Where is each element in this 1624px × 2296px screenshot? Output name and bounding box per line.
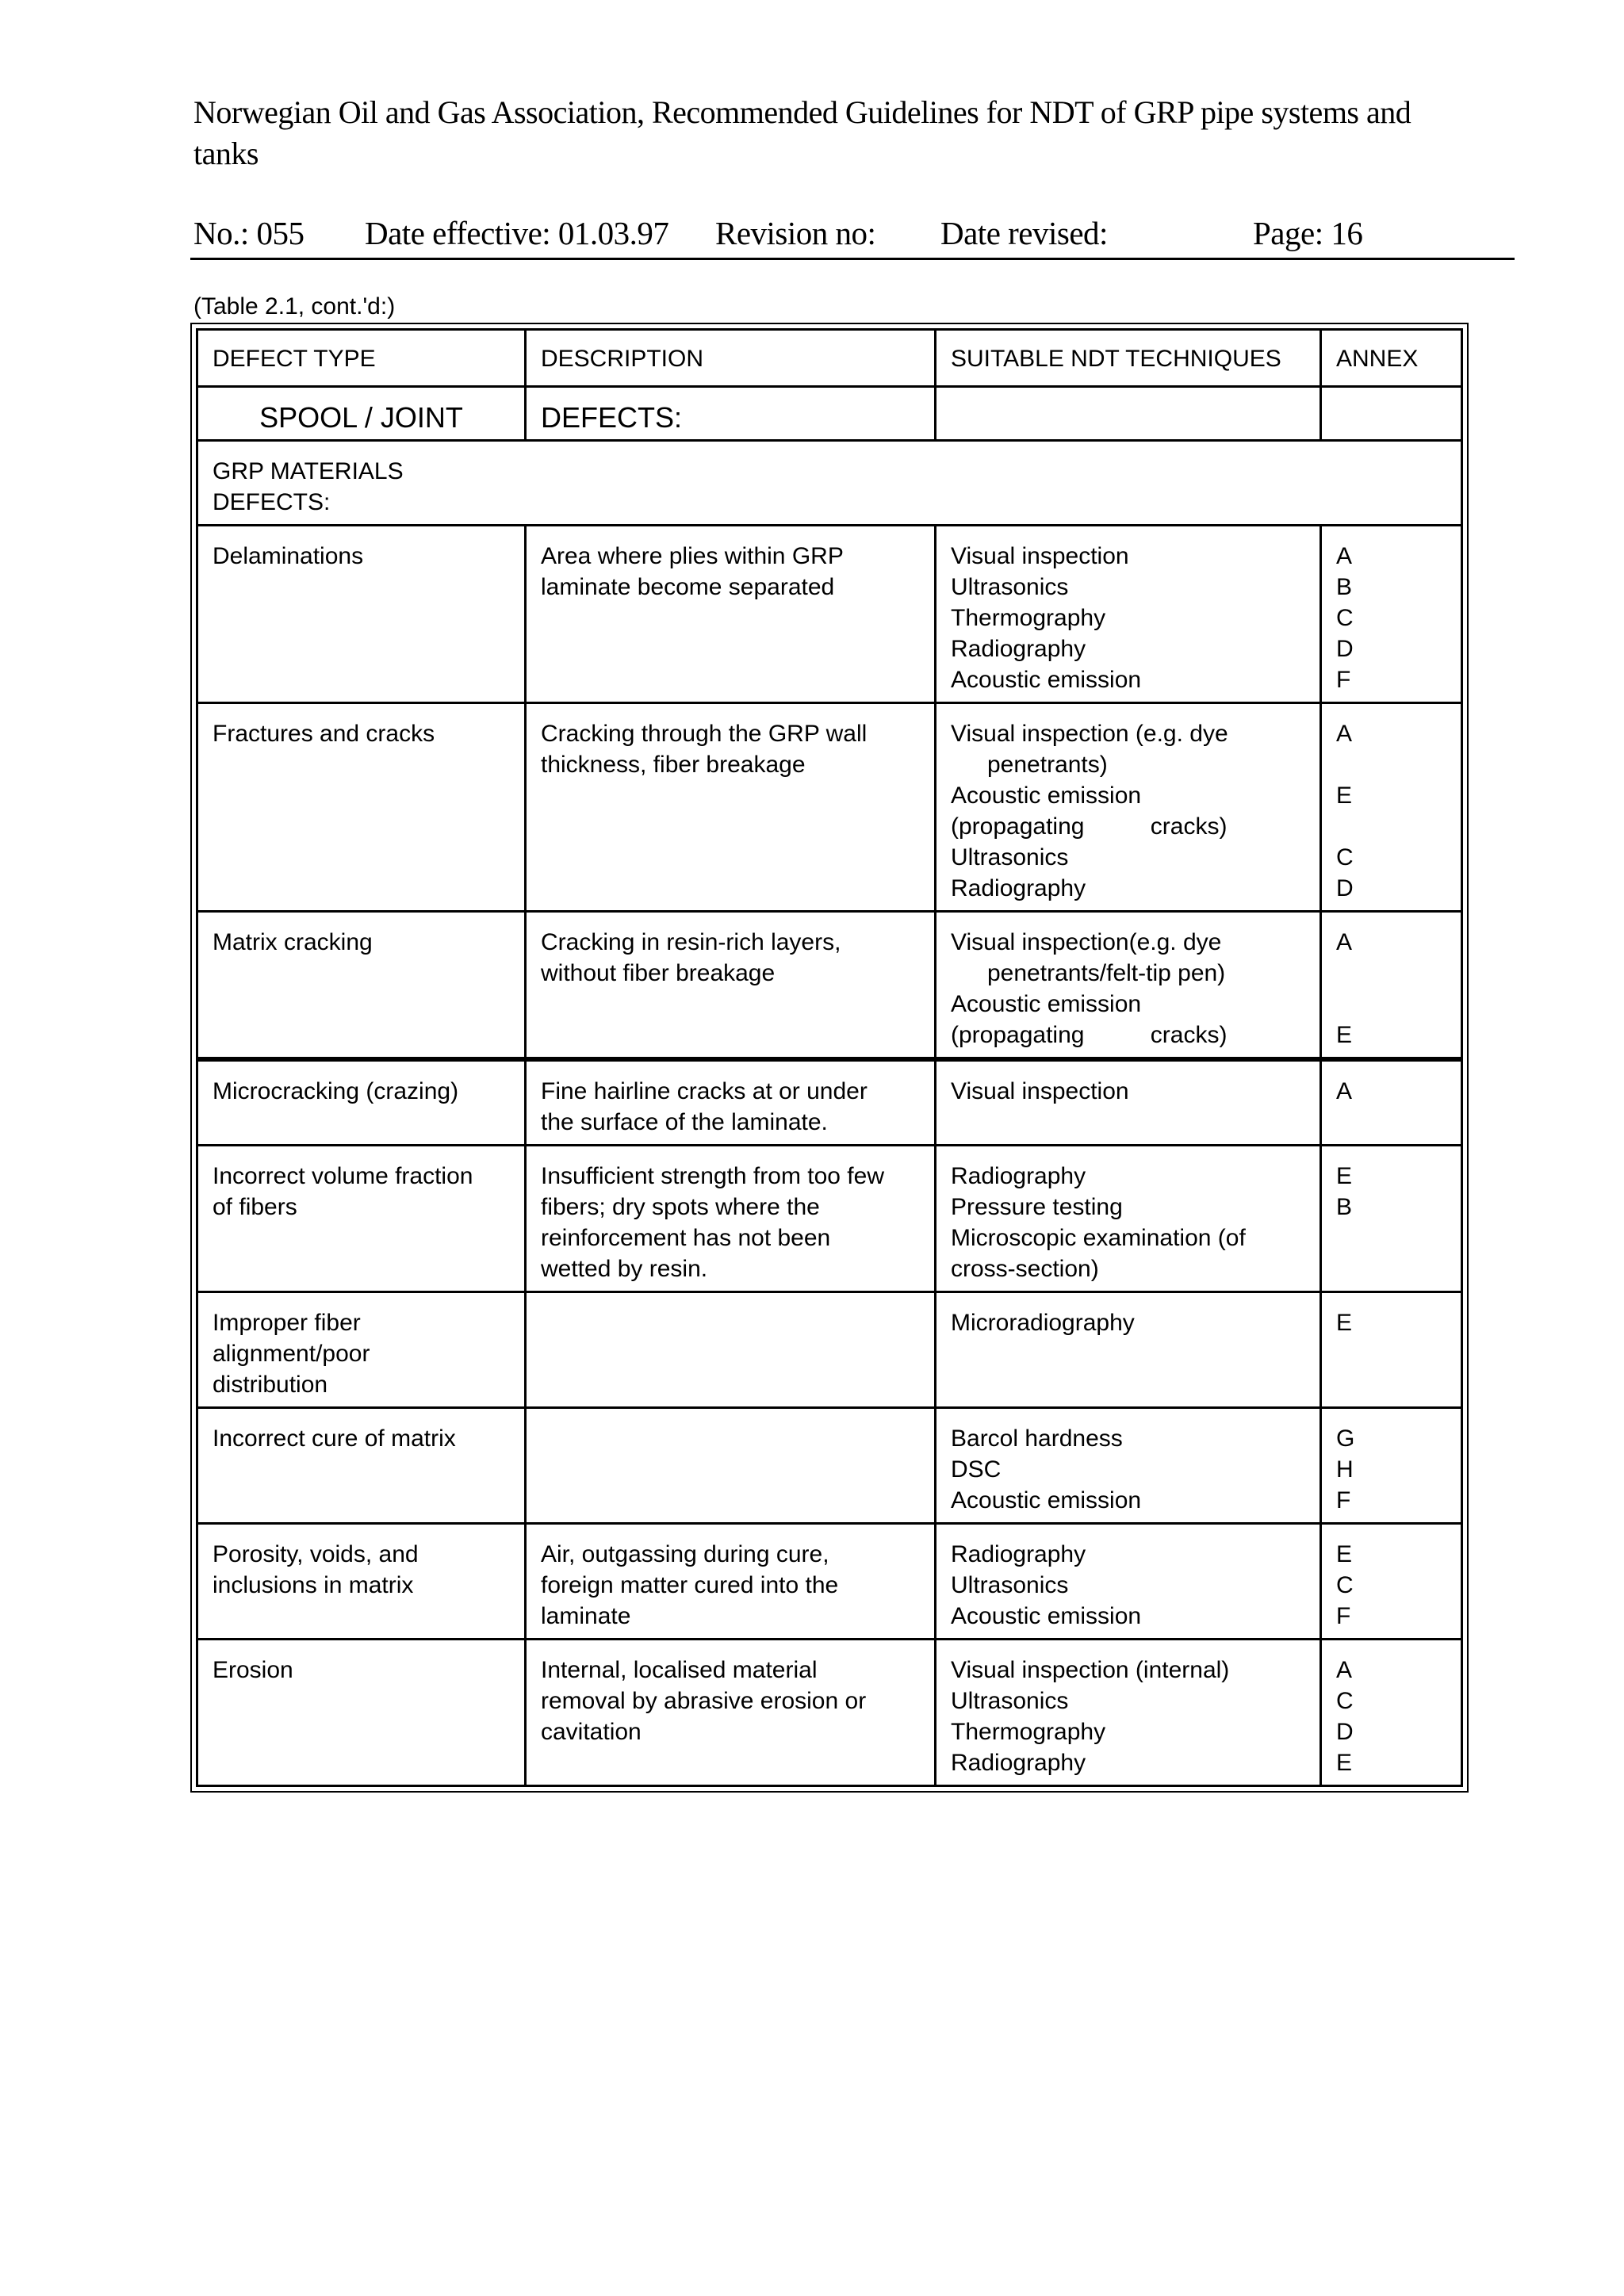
cell-line: Visual inspection — [951, 1078, 1129, 1104]
cell-line: Ultrasonics — [951, 1688, 1069, 1714]
cell-line: D — [1336, 1719, 1354, 1745]
cell-line: Improper fiber — [213, 1310, 361, 1336]
techniques-cell — [936, 1146, 1321, 1292]
techniques-cell — [936, 703, 1321, 912]
cell-line: Thermography — [951, 605, 1106, 631]
cell-line: Radiography — [951, 1541, 1086, 1567]
cell-line: E — [1336, 1163, 1353, 1189]
cell-line: laminate — [541, 1603, 631, 1629]
cell-line: Ultrasonics — [951, 574, 1069, 600]
table-row — [197, 912, 1462, 1060]
cell-line: (propagating cracks) — [951, 1022, 1228, 1048]
cell-line: Pressure testing — [951, 1194, 1123, 1220]
cell-line: Erosion — [213, 1657, 293, 1683]
cell-line — [1336, 989, 1446, 1020]
defect-type-cell — [197, 1059, 526, 1146]
description-cell — [526, 1146, 936, 1292]
description-cell — [526, 1292, 936, 1408]
cell-line: inclusions in matrix — [213, 1572, 414, 1598]
cell-line: Radiography — [951, 1750, 1086, 1776]
header-divider — [190, 258, 1515, 260]
cell-line: D — [1336, 875, 1354, 901]
cell-line: of fibers — [213, 1194, 297, 1220]
annex-cell — [1321, 1292, 1462, 1408]
cell-line: A — [1336, 929, 1353, 955]
cell-line: A — [1336, 543, 1353, 569]
document-number: No.: 055 — [193, 215, 304, 251]
cell-line: H — [1336, 1456, 1354, 1483]
cell-line: C — [1336, 844, 1354, 871]
description-cell — [526, 1059, 936, 1146]
techniques-cell — [936, 1408, 1321, 1524]
cell-line: (propagating cracks) — [951, 813, 1228, 840]
cell-line: C — [1336, 1572, 1354, 1598]
revision-number: Revision no: — [715, 215, 876, 251]
cell-line: Acoustic emission — [951, 783, 1142, 809]
cell-line: Radiography — [951, 1163, 1086, 1189]
annex-cell — [1321, 703, 1462, 912]
cell-line: cavitation — [541, 1719, 642, 1745]
cell-line: Visual inspection (e.g. dye — [951, 721, 1228, 747]
cell-line: E — [1336, 1750, 1353, 1776]
table-caption: (Table 2.1, cont.'d:) — [193, 293, 396, 320]
defect-type-cell — [197, 1146, 526, 1292]
defect-table-frame — [190, 323, 1469, 1793]
techniques-cell — [936, 912, 1321, 1060]
cell-line: the surface of the laminate. — [541, 1109, 828, 1135]
cell-line: foreign matter cured into the — [541, 1572, 839, 1598]
table-row — [197, 526, 1462, 703]
description-cell — [526, 912, 936, 1060]
cell-line: Acoustic emission — [951, 1487, 1142, 1513]
cell-line: Incorrect cure of matrix — [213, 1425, 456, 1452]
page-title: Norwegian Oil and Gas Association, Recommended Guidelines for NDT of GRP pipe systems and tanks — [193, 94, 1411, 171]
defect-type-cell — [197, 703, 526, 912]
defect-type-cell — [197, 526, 526, 703]
section-label-defects: DEFECTS: — [526, 387, 936, 441]
cell-line: removal by abrasive erosion or — [541, 1688, 867, 1714]
column-header-defect-type: DEFECT TYPE — [197, 330, 526, 387]
date-effective: Date effective: 01.03.97 — [365, 215, 669, 251]
cell-line: Visual inspection — [951, 543, 1129, 569]
cell-line: Microradiography — [951, 1310, 1135, 1336]
section-empty-cell — [1321, 387, 1462, 441]
cell-line: Area where plies within GRP — [541, 543, 844, 569]
cell-line: thickness, fiber breakage — [541, 752, 806, 778]
cell-line: C — [1336, 1688, 1354, 1714]
cell-line: Acoustic emission — [951, 991, 1142, 1017]
cell-line: Ultrasonics — [951, 844, 1069, 871]
cell-line: Incorrect volume fraction — [213, 1163, 473, 1189]
cell-line: Radiography — [951, 875, 1086, 901]
techniques-cell — [936, 1059, 1321, 1146]
defect-type-cell — [197, 1408, 526, 1524]
cell-line — [1336, 749, 1446, 780]
description-cell — [526, 1640, 936, 1786]
cell-line: Microcracking (crazing) — [213, 1078, 459, 1104]
cell-line: alignment/poor — [213, 1341, 370, 1367]
cell-line: Visual inspection (internal) — [951, 1657, 1230, 1683]
cell-line: Air, outgassing during cure, — [541, 1541, 829, 1567]
cell-line: penetrants) — [987, 752, 1108, 778]
table-row — [197, 703, 1462, 912]
cell-line: A — [1336, 721, 1353, 747]
cell-line: E — [1336, 1541, 1353, 1567]
techniques-cell — [936, 1292, 1321, 1408]
defect-type-cell — [197, 912, 526, 1060]
section-row — [197, 387, 1462, 441]
table-row — [197, 1524, 1462, 1640]
cell-line: Porosity, voids, and — [213, 1541, 419, 1567]
annex-cell — [1321, 1059, 1462, 1146]
cell-line: Acoustic emission — [951, 667, 1142, 693]
cell-line: cross-section) — [951, 1256, 1099, 1282]
cell-line: DSC — [951, 1456, 1002, 1483]
techniques-cell — [936, 1640, 1321, 1786]
description-cell — [526, 703, 936, 912]
table-row — [197, 1059, 1462, 1146]
column-header-description: DESCRIPTION — [526, 330, 936, 387]
annex-cell — [1321, 1408, 1462, 1524]
cell-line: E — [1336, 1310, 1353, 1336]
annex-cell — [1321, 526, 1462, 703]
annex-cell — [1321, 1640, 1462, 1786]
date-revised: Date revised: — [940, 215, 1108, 251]
group-label-text: GRP MATERIALS DEFECTS: — [213, 458, 410, 515]
section-empty-cell — [936, 387, 1321, 441]
cell-line: Matrix cracking — [213, 929, 373, 955]
description-cell — [526, 526, 936, 703]
cell-line: Microscopic examination (of — [951, 1225, 1246, 1251]
cell-line: Thermography — [951, 1719, 1106, 1745]
table-row — [197, 1640, 1462, 1786]
column-header-ndt-techniques: SUITABLE NDT TECHNIQUES — [936, 330, 1321, 387]
annex-cell — [1321, 1146, 1462, 1292]
cell-line: A — [1336, 1657, 1353, 1683]
cell-line: Fractures and cracks — [213, 721, 435, 747]
cell-line — [1336, 958, 1446, 989]
group-label — [197, 441, 1462, 526]
document-meta-row — [193, 214, 1510, 258]
cell-line: distribution — [213, 1372, 328, 1398]
table-row — [197, 1146, 1462, 1292]
cell-line: F — [1336, 667, 1351, 693]
cell-line: Internal, localised material — [541, 1657, 818, 1683]
cell-line: E — [1336, 1022, 1353, 1048]
table-row — [197, 1292, 1462, 1408]
cell-line: without fiber breakage — [541, 960, 776, 986]
cell-line: reinforcement has not been — [541, 1225, 831, 1251]
cell-line: Cracking through the GRP wall — [541, 721, 868, 747]
table-row — [197, 1408, 1462, 1524]
defect-type-cell — [197, 1524, 526, 1640]
cell-line: wetted by resin. — [541, 1256, 708, 1282]
cell-line: Insufficient strength from too few — [541, 1163, 884, 1189]
defect-table — [196, 328, 1463, 1787]
table-header-row — [197, 330, 1462, 387]
cell-line: F — [1336, 1487, 1351, 1513]
cell-line: B — [1336, 574, 1353, 600]
cell-line: E — [1336, 783, 1353, 809]
defect-type-cell — [197, 1292, 526, 1408]
defect-type-cell — [197, 1640, 526, 1786]
annex-cell — [1321, 912, 1462, 1060]
cell-line: Fine hairline cracks at or under — [541, 1078, 868, 1104]
cell-line: Barcol hardness — [951, 1425, 1123, 1452]
page-number: Page: 16 — [1253, 215, 1363, 251]
annex-cell — [1321, 1524, 1462, 1640]
cell-line: F — [1336, 1603, 1351, 1629]
cell-line: fibers; dry spots where the — [541, 1194, 820, 1220]
cell-line: C — [1336, 605, 1354, 631]
cell-line: Ultrasonics — [951, 1572, 1069, 1598]
cell-line: Visual inspection(e.g. dye — [951, 929, 1222, 955]
cell-line — [1336, 811, 1446, 842]
cell-line: laminate become separated — [541, 574, 835, 600]
techniques-cell — [936, 1524, 1321, 1640]
cell-line: Delaminations — [213, 543, 364, 569]
cell-line: penetrants/felt-tip pen) — [987, 960, 1226, 986]
group-row — [197, 441, 1462, 526]
description-cell — [526, 1524, 936, 1640]
cell-line: Acoustic emission — [951, 1603, 1142, 1629]
cell-line: Radiography — [951, 636, 1086, 662]
cell-line: Cracking in resin-rich layers, — [541, 929, 841, 955]
cell-line: A — [1336, 1078, 1353, 1104]
cell-line: G — [1336, 1425, 1355, 1452]
cell-line: B — [1336, 1194, 1353, 1220]
cell-line: D — [1336, 636, 1354, 662]
section-label: SPOOL / JOINT — [197, 387, 526, 441]
description-cell — [526, 1408, 936, 1524]
techniques-cell — [936, 526, 1321, 703]
column-header-annex: ANNEX — [1321, 330, 1462, 387]
